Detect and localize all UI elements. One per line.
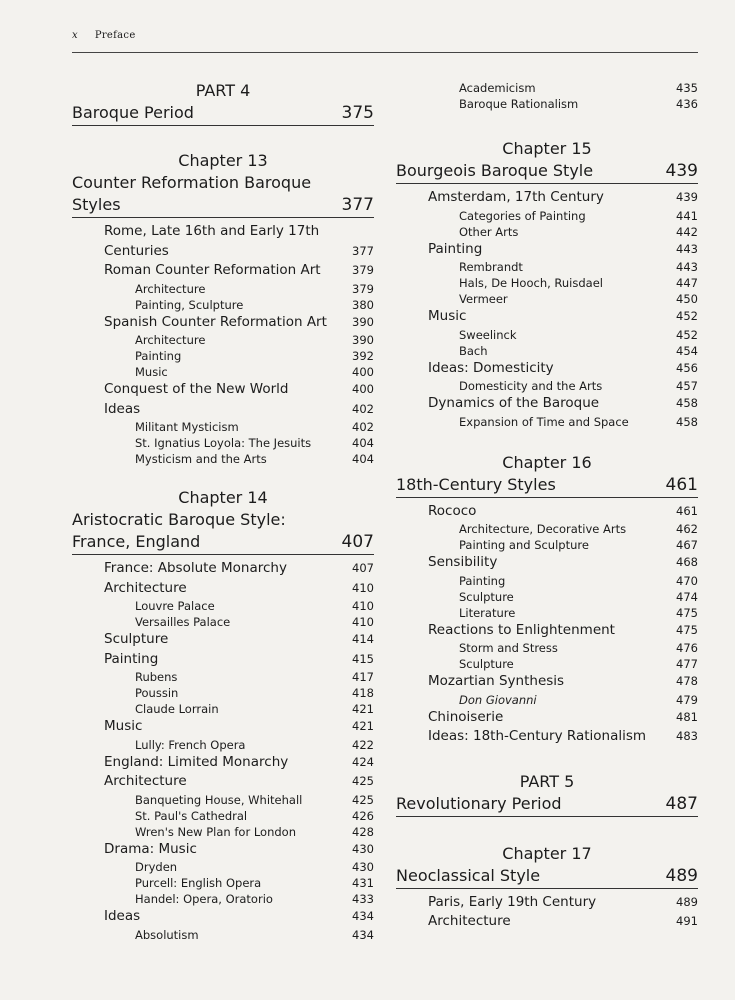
entry-page: 461 bbox=[676, 503, 698, 518]
chapter-title-row bbox=[396, 474, 698, 498]
toc-entry bbox=[72, 261, 374, 281]
entry-title: Rococo bbox=[428, 502, 477, 519]
entry-page: 421 bbox=[352, 719, 374, 733]
entry-title: Music bbox=[135, 365, 168, 379]
part-title-row bbox=[72, 102, 374, 126]
chapter-14 bbox=[72, 487, 374, 943]
part-title-row bbox=[396, 793, 698, 817]
entry-title: Paris, Early 19th Century bbox=[428, 893, 597, 910]
chapter-title-row bbox=[72, 194, 374, 218]
entry-page: 441 bbox=[676, 208, 698, 223]
part-label: PART 5 bbox=[519, 771, 575, 791]
entry-page: 434 bbox=[352, 909, 374, 923]
toc-entry bbox=[396, 912, 698, 932]
entry-title: Poussin bbox=[135, 686, 179, 700]
entry-title: Literature bbox=[459, 605, 516, 620]
entry-page: 481 bbox=[676, 709, 698, 724]
entry-page: 422 bbox=[352, 737, 374, 752]
part-heading bbox=[396, 771, 698, 817]
chapter-title-line2: France, England bbox=[72, 532, 201, 551]
part-page: 375 bbox=[341, 103, 374, 123]
entry-title: Louvre Palace bbox=[135, 599, 215, 613]
toc-subentry bbox=[396, 573, 698, 589]
entry-page: 434 bbox=[352, 927, 374, 942]
toc-entry bbox=[396, 672, 698, 692]
entry-title: Sweelinck bbox=[459, 327, 517, 342]
entry-title: Dryden bbox=[135, 860, 178, 874]
entry-page: 456 bbox=[676, 360, 698, 375]
entry-title: England: Limited Monarchy bbox=[104, 753, 289, 770]
toc-entry bbox=[396, 553, 698, 573]
entry-page: 433 bbox=[352, 892, 374, 906]
entry-title: Dynamics of the Baroque bbox=[428, 395, 600, 411]
entry-page: 418 bbox=[352, 686, 374, 700]
entry-title: Architecture bbox=[104, 773, 187, 789]
entry-page: 475 bbox=[676, 605, 698, 620]
toc-entry bbox=[396, 727, 698, 747]
entry-title: Painting bbox=[459, 573, 506, 588]
toc-entry bbox=[72, 579, 374, 599]
toc-entry bbox=[396, 621, 698, 641]
entry-title: Versailles Palace bbox=[135, 615, 231, 629]
entry-title: Vermeer bbox=[459, 292, 508, 306]
chapter-title-row bbox=[396, 865, 698, 889]
chapter-title: 18th-Century Styles bbox=[396, 474, 556, 494]
entry-title: Painting and Sculpture bbox=[459, 538, 589, 552]
toc-subentry bbox=[72, 792, 374, 808]
entry-page: 474 bbox=[676, 589, 698, 604]
part-title: Baroque Period bbox=[72, 103, 194, 122]
entry-title: Conquest of the New World bbox=[104, 381, 289, 397]
toc-subentry bbox=[396, 275, 698, 291]
toc-subentry bbox=[396, 378, 698, 394]
chapter-title-line1: Aristocratic Baroque Style: bbox=[72, 510, 286, 529]
entry-title: Mozartian Synthesis bbox=[428, 673, 565, 689]
toc-entry bbox=[72, 907, 374, 927]
entry-page: 410 bbox=[352, 615, 374, 629]
chapter-title-row bbox=[72, 531, 374, 555]
entry-title: Architecture, Decorative Arts bbox=[459, 522, 627, 536]
entry-title: Architecture bbox=[135, 333, 206, 347]
toc-subentry bbox=[396, 291, 698, 307]
entry-title: Sculpture bbox=[459, 589, 514, 604]
chapter-16 bbox=[396, 452, 698, 747]
entry-title: Architecture bbox=[104, 579, 187, 596]
entry-page: 410 bbox=[352, 599, 374, 613]
entry-title: Academicism bbox=[459, 81, 536, 95]
toc-entry-line bbox=[104, 242, 374, 262]
entry-title: Chinoiserie bbox=[428, 708, 504, 725]
toc-subentry bbox=[396, 605, 698, 621]
entry-page: 483 bbox=[676, 729, 698, 743]
entry-title: Categories of Painting bbox=[459, 208, 586, 223]
entry-page: 435 bbox=[676, 81, 698, 95]
entry-page: 454 bbox=[676, 343, 698, 358]
running-header bbox=[72, 30, 136, 41]
entry-page: 380 bbox=[352, 297, 374, 312]
entry-list bbox=[396, 80, 698, 112]
entry-page: 477 bbox=[676, 657, 698, 671]
running-title: Preface bbox=[94, 30, 136, 41]
toc-subentry bbox=[72, 281, 374, 297]
entry-page: 421 bbox=[352, 702, 374, 716]
toc-subentry bbox=[396, 259, 698, 275]
toc-subentry bbox=[72, 435, 374, 451]
toc-subentry bbox=[396, 96, 698, 112]
entry-title: Absolutism bbox=[135, 927, 199, 942]
entry-page: 415 bbox=[352, 651, 374, 666]
entry-page: 428 bbox=[352, 824, 374, 839]
entry-title: Other Arts bbox=[459, 224, 519, 239]
toc-subentry bbox=[72, 332, 374, 348]
entry-title: Painting bbox=[135, 349, 182, 363]
entry-title: Rembrandt bbox=[459, 260, 523, 274]
entry-page: 400 bbox=[352, 365, 374, 379]
entry-page: 404 bbox=[352, 436, 374, 450]
toc-subentry bbox=[72, 875, 374, 891]
toc-subentry bbox=[72, 701, 374, 717]
entry-title: Ideas: Domesticity bbox=[428, 359, 554, 376]
chapter-page: 439 bbox=[665, 161, 698, 181]
entry-page: 452 bbox=[676, 309, 698, 323]
entry-page: 478 bbox=[676, 674, 698, 688]
entry-title: Ideas bbox=[104, 908, 141, 924]
chapter-label: Chapter 15 bbox=[502, 139, 592, 158]
entry-page: 470 bbox=[676, 573, 698, 588]
entry-page: 476 bbox=[676, 641, 698, 655]
toc-subentry bbox=[396, 80, 698, 96]
entry-title: Domesticity and the Arts bbox=[459, 379, 603, 393]
chapter-label: Chapter 17 bbox=[502, 843, 592, 863]
entry-title: Drama: Music bbox=[104, 840, 197, 857]
part-title: Revolutionary Period bbox=[396, 793, 562, 813]
toc-subentry bbox=[396, 224, 698, 240]
entry-title: Handel: Opera, Oratorio bbox=[135, 892, 273, 906]
entry-title: Sensibility bbox=[428, 554, 498, 570]
toc-subentry bbox=[396, 521, 698, 537]
entry-title: Storm and Stress bbox=[459, 641, 558, 655]
entry-page: 430 bbox=[352, 860, 374, 874]
toc-entry bbox=[396, 307, 698, 327]
toc-entry-line bbox=[104, 222, 374, 242]
toc-subentry bbox=[72, 685, 374, 701]
toc-subentry bbox=[396, 692, 698, 708]
toc-subentry bbox=[396, 640, 698, 656]
entry-title: Baroque Rationalism bbox=[459, 97, 579, 111]
entry-page: 475 bbox=[676, 622, 698, 637]
chapter-label: Chapter 14 bbox=[178, 488, 268, 507]
chapter-title: Neoclassical Style bbox=[396, 865, 541, 885]
entry-title: Wren's New Plan for London bbox=[135, 824, 296, 839]
toc-subentry bbox=[72, 364, 374, 380]
toc-entry bbox=[396, 394, 698, 414]
chapter-title-row bbox=[396, 160, 698, 184]
entry-page: 407 bbox=[352, 561, 374, 575]
toc-subentry bbox=[396, 327, 698, 343]
entry-page: 457 bbox=[676, 379, 698, 393]
entry-page: 424 bbox=[352, 754, 374, 769]
chapter-13 bbox=[72, 150, 374, 467]
entry-title: Bach bbox=[459, 343, 488, 358]
entry-page: 468 bbox=[676, 555, 698, 569]
entry-page: 426 bbox=[352, 808, 374, 823]
entry-title: Banqueting House, Whitehall bbox=[135, 792, 303, 807]
entry-title: Expansion of Time and Space bbox=[459, 414, 629, 429]
entry-page: 379 bbox=[352, 263, 374, 277]
entry-title: St. Ignatius Loyola: The Jesuits bbox=[135, 436, 312, 450]
entry-page: 458 bbox=[676, 396, 698, 410]
chapter-page: 407 bbox=[341, 532, 374, 552]
toc-column-left bbox=[72, 80, 374, 943]
toc-subentry bbox=[396, 656, 698, 672]
chapter-page: 489 bbox=[665, 865, 698, 886]
entry-title: Hals, De Hooch, Ruisdael bbox=[459, 276, 603, 290]
toc-entry bbox=[72, 650, 374, 670]
entry-page: 414 bbox=[352, 632, 374, 646]
entry-title: Ideas bbox=[104, 400, 141, 417]
toc-entry bbox=[72, 772, 374, 792]
entry-page: 450 bbox=[676, 292, 698, 306]
toc-subentry bbox=[72, 808, 374, 824]
entry-title: Claude Lorrain bbox=[135, 702, 219, 716]
entry-title: Painting bbox=[104, 650, 159, 667]
entry-page: 489 bbox=[676, 894, 698, 909]
entry-page: 443 bbox=[676, 241, 698, 256]
toc-entry bbox=[396, 502, 698, 522]
toc-entry bbox=[72, 630, 374, 650]
chapter-page: 377 bbox=[341, 195, 374, 215]
toc-subentry bbox=[72, 598, 374, 614]
chapter-title: Bourgeois Baroque Style bbox=[396, 161, 594, 180]
toc-subentry bbox=[72, 859, 374, 875]
entry-title: Ideas: 18th-Century Rationalism bbox=[428, 728, 647, 744]
entry-title: Amsterdam, 17th Century bbox=[428, 189, 604, 205]
toc-subentry bbox=[396, 343, 698, 359]
entry-title: Painting, Sculpture bbox=[135, 297, 244, 312]
entry-title: Architecture bbox=[135, 281, 206, 296]
entry-page: 377 bbox=[352, 243, 374, 258]
entry-page: 431 bbox=[352, 876, 374, 890]
entry-page: 479 bbox=[676, 692, 698, 707]
entry-list bbox=[396, 893, 698, 932]
entry-title: Music bbox=[428, 308, 467, 324]
entry-title: Spanish Counter Reformation Art bbox=[104, 313, 327, 330]
entry-page: 392 bbox=[352, 349, 374, 363]
entry-list bbox=[396, 502, 698, 747]
entry-list bbox=[72, 559, 374, 943]
entry-page: 452 bbox=[676, 327, 698, 342]
entry-page: 447 bbox=[676, 276, 698, 290]
toc-subentry bbox=[72, 669, 374, 685]
chapter-label: Chapter 13 bbox=[178, 151, 268, 170]
entry-page: 430 bbox=[352, 841, 374, 856]
toc-entry bbox=[72, 559, 374, 579]
entry-page: 462 bbox=[676, 522, 698, 536]
entry-page: 402 bbox=[352, 401, 374, 416]
header-rule bbox=[72, 52, 698, 53]
toc-subentry bbox=[72, 824, 374, 840]
entry-title: Purcell: English Opera bbox=[135, 876, 262, 890]
part-label: PART 4 bbox=[195, 81, 251, 100]
part-heading bbox=[72, 80, 374, 126]
entry-title: Music bbox=[104, 718, 143, 734]
entry-page: 404 bbox=[352, 452, 374, 466]
entry-page: 425 bbox=[352, 774, 374, 788]
chapter-title-line2: Styles bbox=[72, 195, 121, 214]
chapter-page: 461 bbox=[665, 474, 698, 495]
toc-entry bbox=[396, 359, 698, 379]
entry-title: Lully: French Opera bbox=[135, 737, 246, 752]
entry-page: 379 bbox=[352, 281, 374, 296]
entry-page: 467 bbox=[676, 538, 698, 552]
toc-entry bbox=[396, 240, 698, 260]
entry-page: 390 bbox=[352, 333, 374, 347]
entry-list bbox=[396, 188, 698, 430]
toc-subentry bbox=[72, 614, 374, 630]
toc-entry bbox=[396, 893, 698, 913]
toc-subentry bbox=[72, 348, 374, 364]
toc-subentry bbox=[72, 891, 374, 907]
entry-page: 442 bbox=[676, 224, 698, 239]
entry-page: 443 bbox=[676, 260, 698, 274]
chapter-17 bbox=[396, 843, 698, 932]
chapter-label: Chapter 16 bbox=[502, 452, 592, 472]
toc-entry bbox=[72, 717, 374, 737]
entry-title: Mysticism and the Arts bbox=[135, 452, 267, 466]
toc-subentry bbox=[396, 537, 698, 553]
toc-entry bbox=[72, 380, 374, 400]
toc-entry bbox=[72, 313, 374, 333]
chapter-15 bbox=[396, 138, 698, 430]
entry-list bbox=[72, 222, 374, 467]
entry-title: Reactions to Enlightenment bbox=[428, 621, 615, 638]
toc-entry bbox=[72, 840, 374, 860]
toc-subentry bbox=[72, 737, 374, 753]
entry-title: Rubens bbox=[135, 670, 178, 684]
entry-title: Architecture bbox=[428, 913, 511, 929]
entry-page: 425 bbox=[352, 792, 374, 807]
toc-entry bbox=[72, 400, 374, 420]
entry-title: Painting bbox=[428, 240, 483, 257]
entry-title: Sculpture bbox=[459, 657, 514, 671]
toc-subentry bbox=[396, 208, 698, 224]
toc-entry bbox=[72, 753, 374, 773]
entry-title: Don Giovanni bbox=[459, 692, 537, 707]
entry-title: Militant Mysticism bbox=[135, 420, 239, 434]
entry-page: 400 bbox=[352, 382, 374, 396]
entry-page: 410 bbox=[352, 580, 374, 595]
entry-page: 436 bbox=[676, 97, 698, 111]
toc-entry bbox=[396, 708, 698, 728]
part-page: 487 bbox=[665, 793, 698, 814]
entry-title: St. Paul's Cathedral bbox=[135, 808, 248, 823]
entry-page: 390 bbox=[352, 314, 374, 329]
toc-entry bbox=[72, 222, 374, 261]
entry-page: 439 bbox=[676, 190, 698, 204]
entry-title: France: Absolute Monarchy bbox=[104, 560, 287, 576]
entry-title: Sculpture bbox=[104, 631, 169, 647]
toc-column-right bbox=[396, 80, 698, 932]
entry-page: 402 bbox=[352, 420, 374, 434]
entry-page: 417 bbox=[352, 670, 374, 684]
chapter-title-line1: Counter Reformation Baroque bbox=[72, 173, 312, 192]
page-number: x bbox=[72, 30, 78, 41]
toc-subentry bbox=[396, 414, 698, 430]
toc-subentry bbox=[396, 589, 698, 605]
toc-subentry bbox=[72, 297, 374, 313]
toc-subentry bbox=[72, 419, 374, 435]
entry-title: Roman Counter Reformation Art bbox=[104, 262, 321, 278]
entry-title: Rome, Late 16th and Early 17th bbox=[104, 223, 320, 239]
toc-subentry bbox=[72, 927, 374, 943]
toc-entry bbox=[396, 188, 698, 208]
toc-subentry bbox=[72, 451, 374, 467]
entry-title: Centuries bbox=[104, 242, 169, 259]
entry-page: 491 bbox=[676, 914, 698, 928]
entry-page: 458 bbox=[676, 414, 698, 429]
